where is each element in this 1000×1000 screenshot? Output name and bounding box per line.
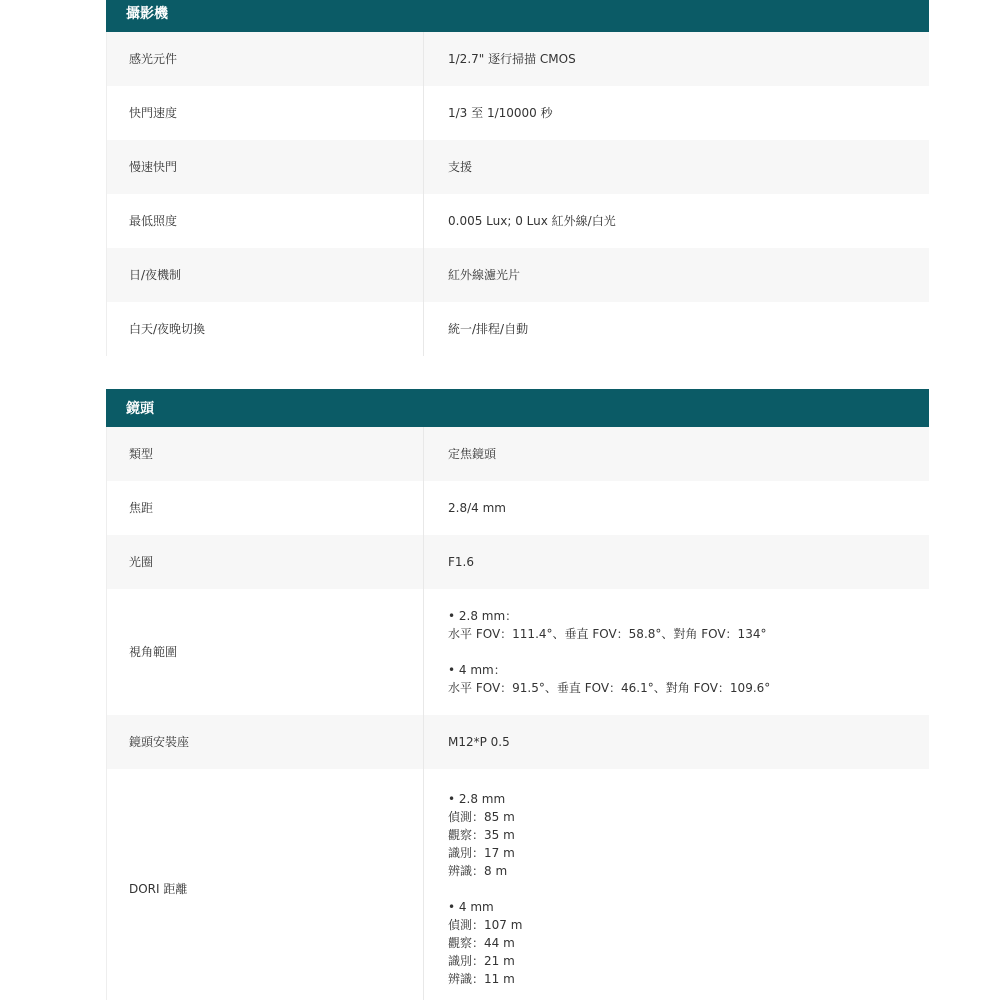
spec-value-line: 辨識：8 m (448, 864, 508, 878)
spec-value-line: 水平 FOV：111.4°、垂直 FOV：58.8°、對角 FOV：134° (448, 627, 767, 641)
spec-row-focal-length (106, 481, 929, 535)
spec-label: 最低照度 (106, 194, 424, 248)
spec-value: 2.8/4 mm (448, 501, 506, 515)
spec-value-line: • 2.8 mm (448, 792, 506, 806)
spec-value-line: 偵測：85 m (448, 810, 515, 824)
lens-spec-section (106, 389, 929, 1000)
spec-row-fov (106, 589, 929, 715)
spec-label: 快門速度 (106, 86, 424, 140)
spec-label: 光圈 (106, 535, 424, 589)
camera-spec-section (106, 0, 929, 356)
spec-label: 慢速快門 (106, 140, 424, 194)
spec-value: 0.005 Lux; 0 Lux 紅外線/白光 (448, 214, 616, 228)
spec-value-line: 觀察：35 m (448, 828, 515, 842)
spacer (448, 643, 929, 661)
spec-label: 視角範圍 (106, 589, 424, 715)
spec-value: F1.6 (448, 555, 474, 569)
spec-value-line: 識別：21 m (448, 954, 515, 968)
spec-row-lens-mount (106, 715, 929, 769)
spec-value: M12*P 0.5 (448, 735, 510, 749)
spec-label: 感光元件 (106, 32, 424, 86)
spacer (448, 880, 929, 898)
spec-value-line: 觀察：44 m (448, 936, 515, 950)
spec-value-line: 水平 FOV：91.5°、垂直 FOV：46.1°、對角 FOV：109.6° (448, 681, 771, 695)
spec-row-day-night-switch (106, 302, 929, 356)
spec-value: 紅外線濾光片 (448, 268, 521, 282)
spec-value-line: 偵測：107 m (448, 918, 523, 932)
spec-value: 統一/排程/自動 (448, 322, 529, 336)
spec-value-line: • 4 mm： (448, 663, 506, 677)
spec-value: 定焦鏡頭 (448, 447, 497, 461)
spec-value: 1/2.7" 逐行掃描 CMOS (448, 52, 576, 66)
spec-label: 白天/夜晚切換 (106, 302, 424, 356)
spec-row-sensor (106, 32, 929, 86)
spec-value-line: • 4 mm (448, 900, 494, 914)
spec-value: 支援 (448, 160, 473, 174)
spec-row-dori-distance (106, 769, 929, 1000)
spec-label: 鏡頭安裝座 (106, 715, 424, 769)
spec-value-line: 辨識：11 m (448, 972, 515, 986)
spec-label: DORI 距離 (106, 769, 424, 1000)
spec-row-lens-type (106, 427, 929, 481)
camera-section-header: 攝影機 (106, 0, 929, 32)
spec-row-aperture (106, 535, 929, 589)
spec-row-slow-shutter (106, 140, 929, 194)
spec-row-day-night (106, 248, 929, 302)
lens-section-header: 鏡頭 (106, 389, 929, 427)
spec-label: 焦距 (106, 481, 424, 535)
spec-value-line: 識別：17 m (448, 846, 515, 860)
spec-row-shutter-speed (106, 86, 929, 140)
spec-value: 1/3 至 1/10000 秒 (448, 106, 553, 120)
spec-label: 類型 (106, 427, 424, 481)
spec-row-min-illumination (106, 194, 929, 248)
spec-value-line: • 2.8 mm： (448, 609, 518, 623)
spec-label: 日/夜機制 (106, 248, 424, 302)
